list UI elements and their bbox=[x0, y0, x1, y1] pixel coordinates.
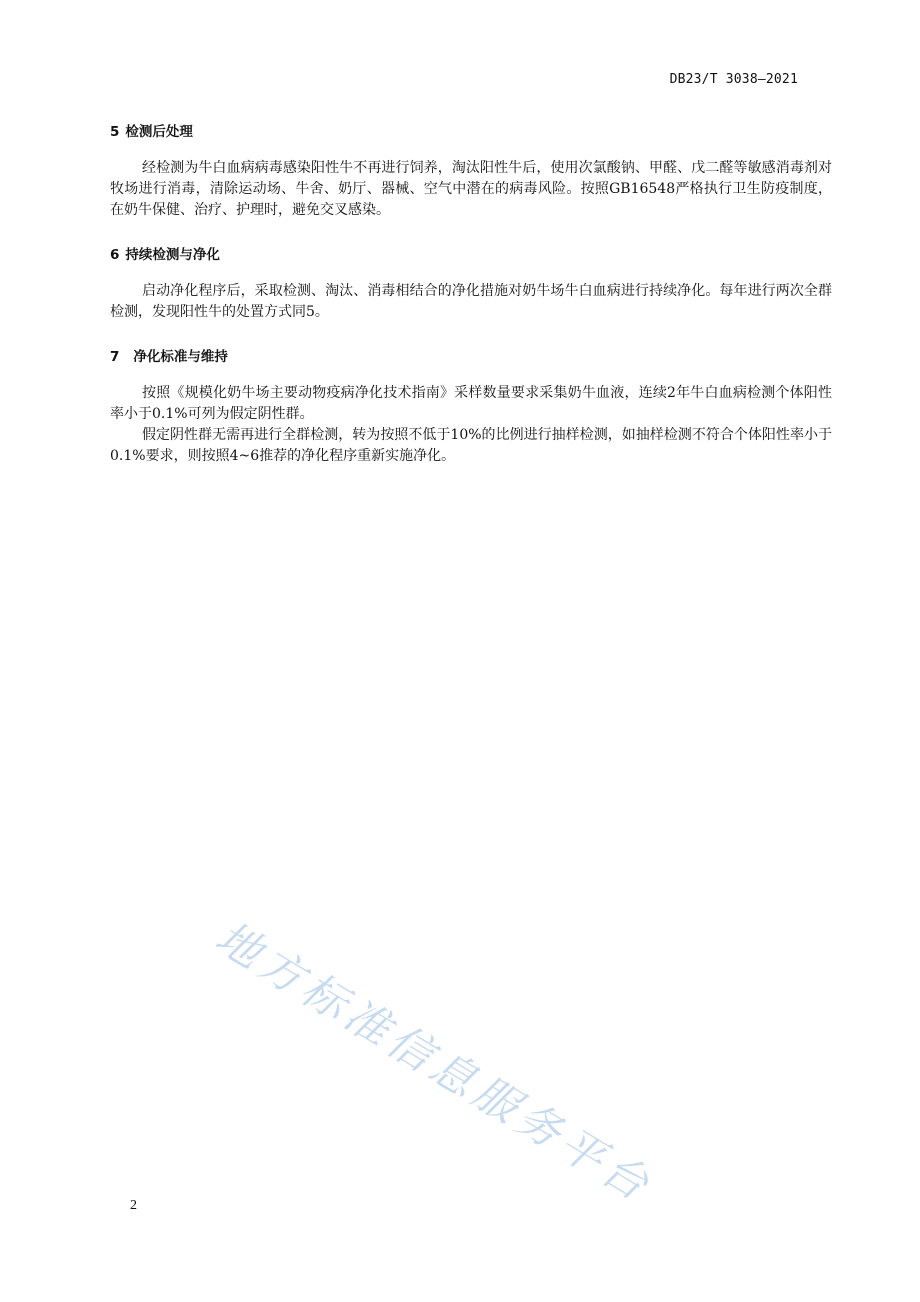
watermark-text: 地方标准信息服务平台 bbox=[206, 911, 662, 1214]
section-number: 6 bbox=[110, 247, 120, 263]
section-6 bbox=[110, 243, 832, 323]
document-body bbox=[110, 120, 832, 489]
section-title: 持续检测与净化 bbox=[125, 247, 220, 263]
section-number: 7 bbox=[110, 349, 120, 365]
page-number: 2 bbox=[130, 1198, 137, 1213]
standard-code: DB23/T 3038—2021 bbox=[669, 72, 798, 87]
section-title: 检测后处理 bbox=[125, 124, 193, 140]
section-heading bbox=[110, 120, 832, 140]
paragraph: 启动净化程序后，采取检测、淘汰、消毒相结合的净化措施对奶牛场牛白血病进行持续净化。每年进行两次全群检测，发现阳性牛的处置方式同5。 bbox=[110, 283, 832, 320]
section-heading bbox=[110, 345, 832, 365]
paragraph: 假定阴性群无需再进行全群检测，转为按照不低于10%的比例进行抽样检测，如抽样检测不符合个体阳性率小于0.1%要求，则按照4~6推荐的净化程序重新实施净化。 bbox=[110, 427, 832, 464]
section-heading bbox=[110, 243, 832, 263]
paragraph: 经检测为牛白血病病毒感染阳性牛不再进行饲养，淘汰阳性牛后，使用次氯酸钠、甲醛、戊二醛等敏感消毒剂对牧场进行消毒，清除运动场、牛舍、奶厅、器械、空气中潜在的病毒风险。按照GB16548严格执行卫生防疫制度，在奶牛保健、治疗、护理时，避免交叉感染。 bbox=[110, 160, 832, 218]
section-title: 净化标准与维持 bbox=[133, 349, 228, 365]
section-5 bbox=[110, 120, 832, 221]
section-number: 5 bbox=[110, 124, 120, 140]
paragraph: 按照《规模化奶牛场主要动物疫病净化技术指南》采样数量要求采集奶牛血液，连续2年牛白血病检测个体阳性率小于0.1%可列为假定阴性群。 bbox=[110, 385, 832, 422]
section-7 bbox=[110, 345, 832, 467]
